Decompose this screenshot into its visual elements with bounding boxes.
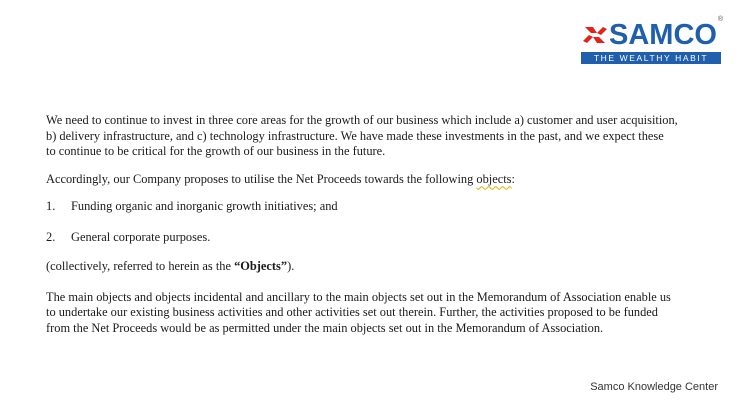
list-text: Funding organic and inorganic growth initiatives; and <box>71 199 338 213</box>
paragraph-objects-definition <box>46 259 726 275</box>
list-number: 2. <box>46 229 56 244</box>
logo-wordmark: SAMCO <box>609 19 717 51</box>
logo-tagline: THE WEALTHY HABIT <box>581 52 721 64</box>
list-item <box>46 230 726 246</box>
paragraph-memorandum <box>46 290 726 337</box>
list-number: 1. <box>46 199 56 213</box>
objects-term: “Objects” <box>234 259 288 273</box>
paragraph-line: b) delivery infrastructure, and c) technology infrastructure. We have made these investments in the past, and we expect these <box>46 128 664 143</box>
list-item <box>46 199 726 215</box>
paragraph-text: ). <box>287 259 295 273</box>
paragraph-investment <box>46 113 726 160</box>
paragraph-net-proceeds <box>46 172 726 188</box>
paragraph-text: (collectively, referred to herein as the <box>46 259 235 273</box>
paragraph-line: The main objects and objects incidental and ancillary to the main objects set out in the Memorandum of Association enable us <box>46 289 671 304</box>
registered-mark: ® <box>717 16 723 23</box>
document-excerpt <box>46 113 726 336</box>
footer-credit: Samco Knowledge Center <box>590 381 718 393</box>
paragraph-line: to undertake our existing business activities and other activities set out therein. Further, the activities proposed to be funded <box>46 305 658 319</box>
paragraph-line: We need to continue to invest in three core areas for the growth of our business which include a) customer and user acquisition, <box>46 113 678 127</box>
samco-swirl-icon <box>581 21 609 49</box>
spellcheck-highlight: objects <box>476 171 512 186</box>
logo-top-row <box>581 16 723 51</box>
paragraph-text: Accordingly, our Company proposes to utilise the Net Proceeds towards the following <box>46 171 477 186</box>
paragraph-line: to continue to be critical for the growth of our business in the future. <box>46 144 386 158</box>
samco-logo <box>581 16 723 66</box>
paragraph-line: from the Net Proceeds would be as permitted under the main objects set out in the Memorandum of Association. <box>46 320 604 335</box>
list-text: General corporate purposes. <box>71 229 211 244</box>
paragraph-text: : <box>511 171 515 186</box>
